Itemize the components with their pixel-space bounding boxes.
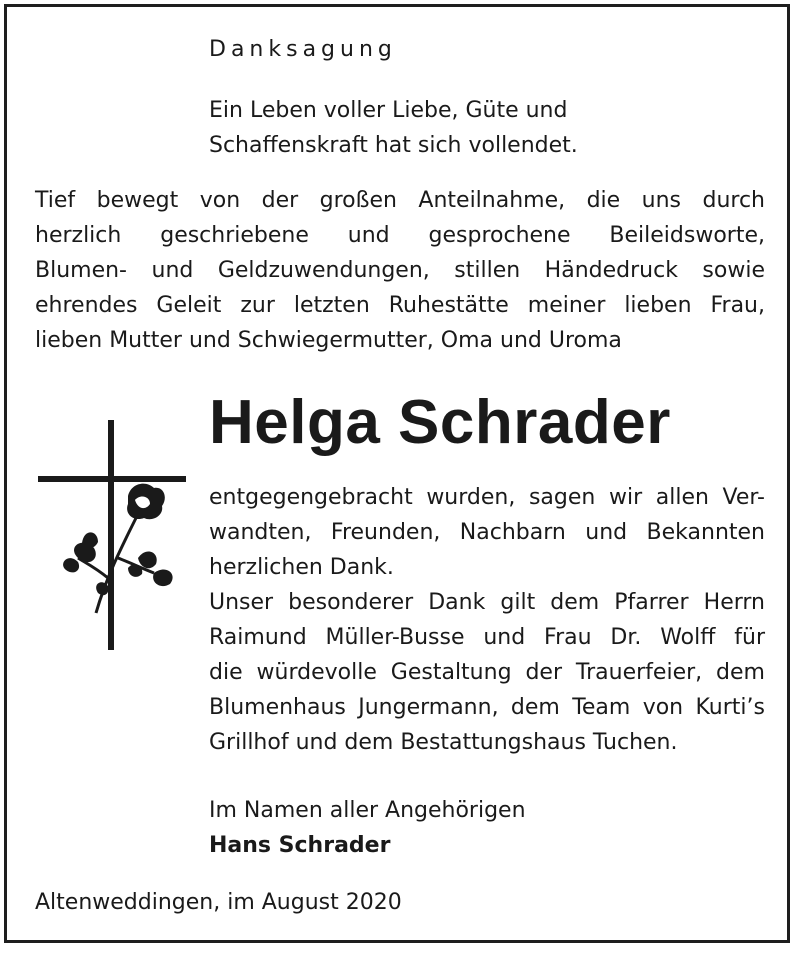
paragraph-line: ehrendes Geleit zur letzten Ruhestätte meiner lieben Frau, bbox=[35, 293, 765, 318]
place-and-date: Altenweddingen, im August 2020 bbox=[35, 890, 402, 915]
cross-with-rose-icon bbox=[36, 418, 188, 653]
body-line: herzlichen Dank. bbox=[209, 555, 394, 580]
signoff-text: Im Namen aller Angehörigen bbox=[209, 798, 526, 823]
cross-vertical-bar bbox=[108, 420, 114, 650]
paragraph-line: Blumen- und Geldzuwendungen, stillen Händedruck sowie bbox=[35, 258, 765, 283]
body-line: Blumenhaus Jungermann, dem Team von Kurti’s bbox=[209, 695, 765, 720]
deceased-name: Helga Schrader bbox=[209, 388, 671, 457]
signature-block bbox=[209, 793, 526, 863]
notice-heading: Danksagung bbox=[209, 37, 397, 62]
body-line: wandten, Freunden, Nachbarn und Bekannten bbox=[209, 520, 765, 545]
body-line: die würdevolle Gestaltung der Trauerfeier, dem bbox=[209, 660, 765, 685]
body-line: Grillhof und dem Bestattungshaus Tuchen. bbox=[209, 730, 678, 755]
signer-name: Hans Schrader bbox=[209, 833, 391, 858]
paragraph-line: Tief bewegt von der großen Anteilnahme, die uns durch bbox=[35, 188, 765, 213]
intro-line: Schaffenskraft hat sich vollendet. bbox=[209, 133, 578, 158]
body-line: Raimund Müller-Busse und Frau Dr. Wolff für bbox=[209, 625, 765, 650]
body-line: entgegengebracht wurden, sagen wir allen Ver- bbox=[209, 485, 765, 510]
thanks-body bbox=[209, 480, 765, 760]
body-line: Unser besonderer Dank gilt dem Pfarrer Herrn bbox=[209, 590, 765, 615]
cross-horizontal-bar bbox=[38, 476, 186, 482]
intro-text bbox=[209, 93, 578, 163]
thanks-paragraph bbox=[35, 183, 765, 358]
rose-bloom bbox=[127, 484, 165, 520]
paragraph-line: lieben Mutter und Schwiegermutter, Oma und Uroma bbox=[35, 328, 622, 353]
intro-line: Ein Leben voller Liebe, Güte und bbox=[209, 98, 568, 123]
paragraph-line: herzlich geschriebene und gesprochene Beileidsworte, bbox=[35, 223, 765, 248]
rose-leaves bbox=[63, 532, 172, 595]
